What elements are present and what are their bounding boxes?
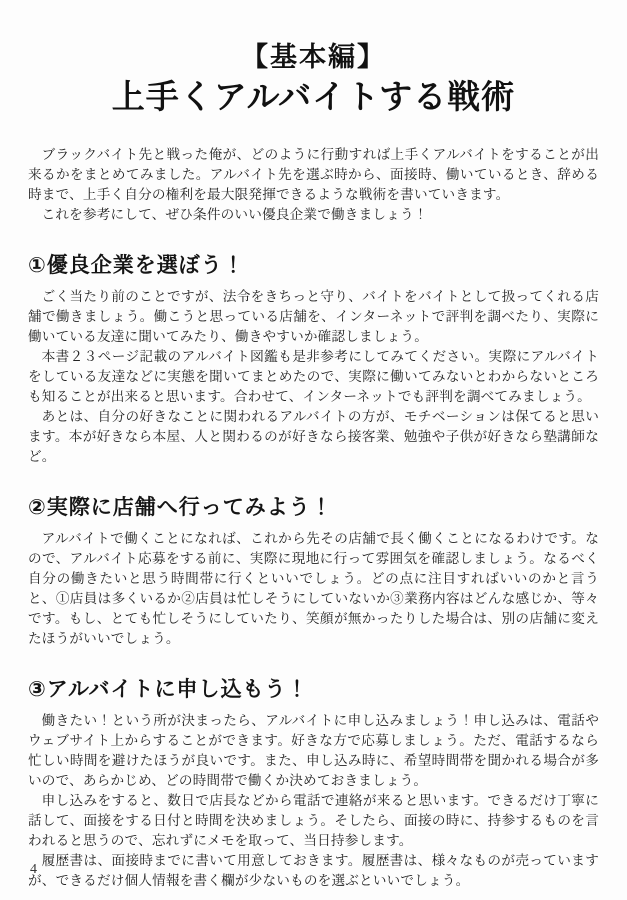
section-1-heading: ①優良企業を選ぼう！ [28, 254, 245, 277]
section-visit-store [28, 495, 599, 649]
section-3-paragraph-1: 働きたい！という所が決まったら、アルバイトに申し込みましょう！申し込みは、電話やウェブサイト上からすることができます。好きな方で応募しましょう。ただ、電話するなら忙しい時間を避けたほうが良いです。また、申し込み時に、希望時間帯を聞かれる場合が多いので、あらかじめ、どの時間帯で働くか決めておきましょう。 [28, 713, 599, 788]
page-number: 4 [30, 862, 37, 877]
page-header [28, 42, 599, 117]
section-3-heading: ③アルバイトに申し込もう！ [28, 678, 309, 701]
chapter-kicker: 【基本編】 [241, 42, 386, 72]
section-3-paragraph-3: 履歴書は、面接時までに書いて用意しておきます。履歴書は、様々なものが売っていますが、できるだけ個人情報を書く欄が少ないものを選ぶといいでしょう。 [28, 853, 599, 888]
intro-paragraph-2: これを参考にして、ぜひ条件のいい優良企業で働きましょう！ [41, 207, 428, 222]
section-3-paragraph-2: 申し込みをすると、数日で店長などから電話で連絡が来ると思います。できるだけ丁寧に話して、面接をする日付と時間を決めましょう。そしたら、面接の時に、持参するものを言われると思うので、忘れずにメモを取って、当日持参します。 [28, 793, 599, 848]
section-1-paragraph-3: あとは、自分の好きなことに関われるアルバイトの方が、モチベーションは保てると思います。本が好きなら本屋、人と関わるのが好きなら接客業、勉強や子供が好きなら塾講師など。 [28, 409, 599, 464]
section-1-paragraph-1: ごく当たり前のことですが、法令をきちっと守り、バイトをバイトとして扱ってくれる店舗で働きましょう。働こうと思っている店舗を、インターネットで評判を調べたり、実際に働いている友達に聞いてみたり、働きやすいか確認しましょう。 [28, 289, 599, 344]
section-2-heading: ②実際に店舗へ行ってみよう！ [28, 496, 333, 519]
section-1-paragraph-2: 本書２３ページ記載のアルバイト図鑑も是非参考にしてみてください。実際にアルバイトをしている友達などに実態を聞いてまとめたので、実際に働いてみないとわからないところも知ることが出来ると思います。合わせて、インターネットでも評判を調べてみましょう。 [28, 349, 599, 404]
intro-paragraph-1: ブラックバイト先と戦った俺が、どのように行動すれば上手くアルバイトをすることが出来るかをまとめてみました。アルバイト先を選ぶ時から、面接時、働いているとき、辞める時まで、上手く自分の権利を最大限発揮できるような戦術を書いていきます。 [28, 147, 599, 202]
page-title: 上手くアルバイトする戦術 [111, 78, 516, 115]
section-2-paragraph-1: アルバイトで働くことになれば、これから先その店舗で長く働くことになるわけです。なので、アルバイト応募をする前に、実際に現地に行って雰囲気を確認しましょう。なるべく自分の働きたいと思う時間帯に行くといいでしょう。どの点に注目すればいいのかと言うと、①店員は多くいるか②店員は忙しそうにしていないか③業務内容はどんな感じか、等々です。もし、とても忙しそうにしていたり、笑顔が無かったりした場合は、別の店舗に変えたほうがいいでしょう。 [28, 531, 599, 646]
section-apply-for-job [28, 677, 599, 891]
intro-block [28, 145, 599, 225]
section-choose-good-company [28, 253, 599, 467]
